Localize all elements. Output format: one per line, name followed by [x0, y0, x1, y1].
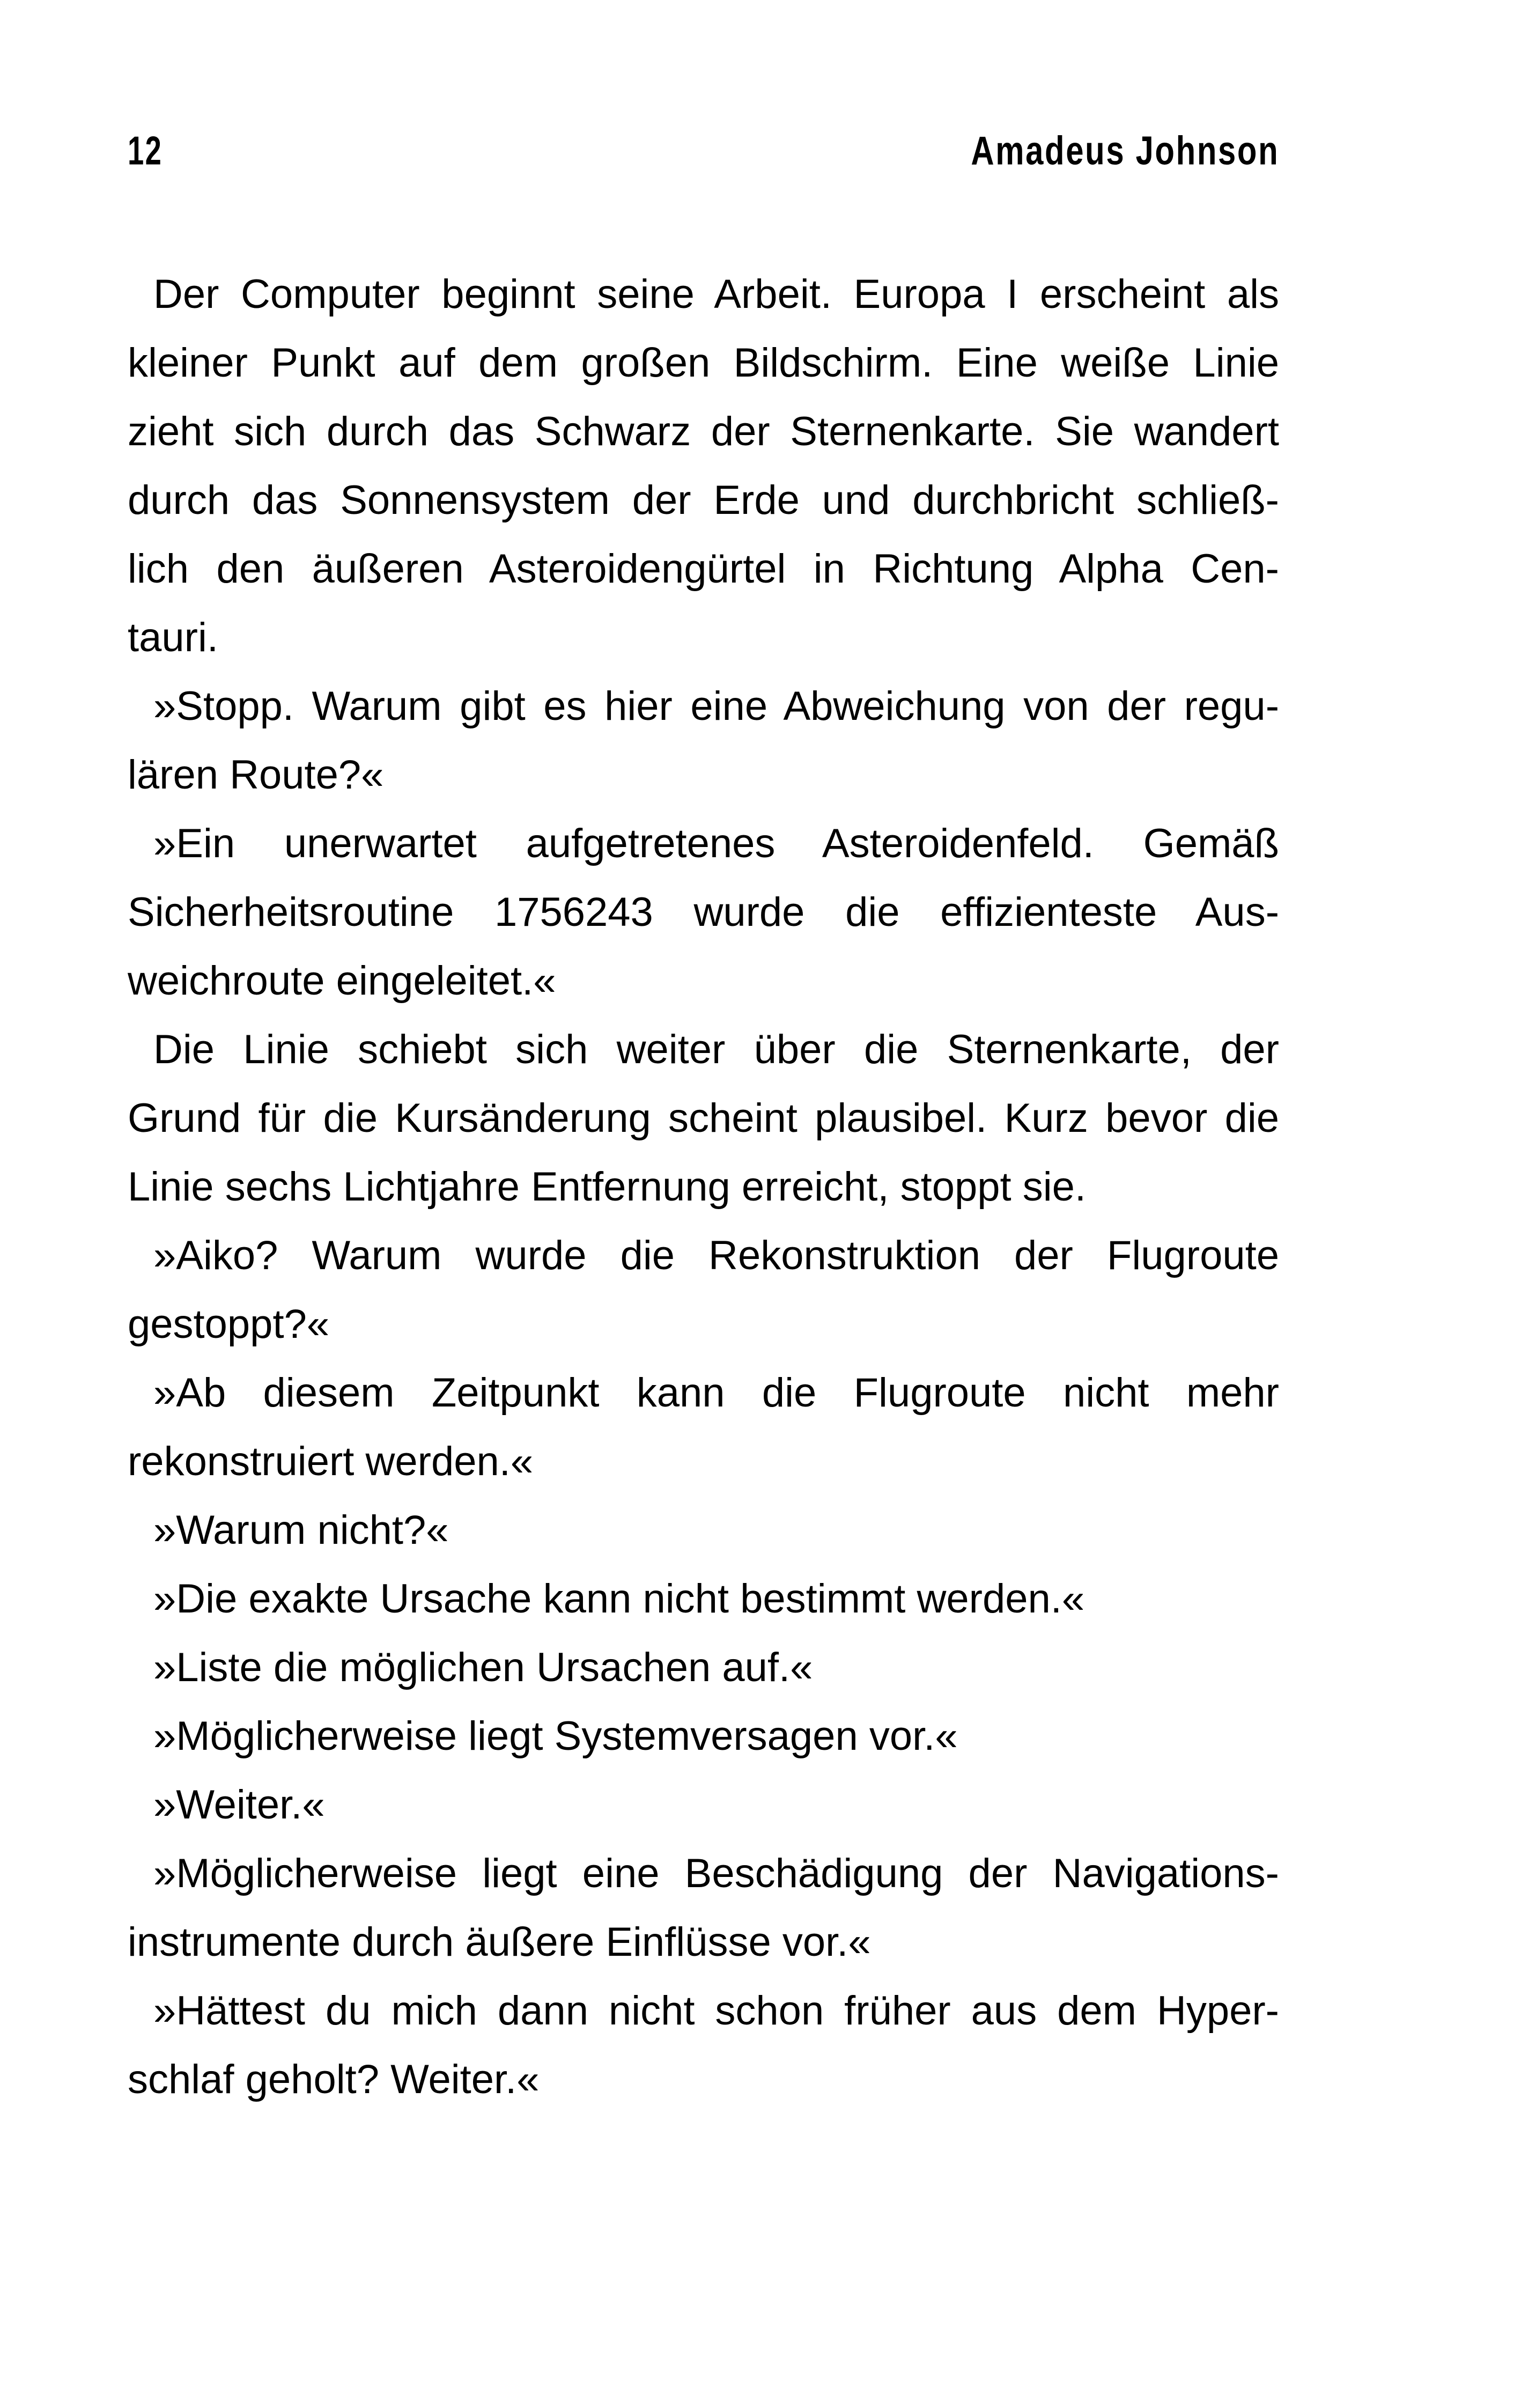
- text-line: »Möglicherweise liegt Systemversagen vor.«: [153, 1713, 958, 1759]
- text-line: gestoppt?«: [128, 1301, 330, 1347]
- text-line: zieht sich durch das Schwarz der Sternenkarte. Sie wandert: [128, 409, 1279, 454]
- text-line: »Ab diesem Zeitpunkt kann die Flugroute nicht mehr: [153, 1370, 1279, 1416]
- text-line: »Stopp. Warum gibt es hier eine Abweichung von der regu-: [153, 683, 1279, 729]
- text-line: tauri.: [128, 615, 218, 660]
- text-line: durch das Sonnensystem der Erde und durchbricht schließ-: [128, 477, 1279, 523]
- text-line: instrumente durch äußere Einflüsse vor.«: [128, 1919, 871, 1965]
- text-line: »Hättest du mich dann nicht schon früher aus dem Hyper-: [153, 1988, 1279, 2034]
- text-line: Grund für die Kursänderung scheint plausibel. Kurz bevor die: [128, 1095, 1279, 1141]
- text-line: »Die exakte Ursache kann nicht bestimmt werden.«: [153, 1576, 1085, 1622]
- text-line: »Aiko? Warum wurde die Rekonstruktion der Flugroute: [153, 1233, 1279, 1278]
- body-text: [128, 260, 1279, 2114]
- text-line: Die Linie schiebt sich weiter über die Sternenkarte, der: [153, 1027, 1279, 1072]
- page-number: 12: [128, 128, 163, 174]
- text-line: »Weiter.«: [153, 1782, 325, 1828]
- text-line: kleiner Punkt auf dem großen Bildschirm. Eine weiße Linie: [128, 340, 1279, 386]
- page-header: [128, 128, 1279, 174]
- text-line: »Liste die möglichen Ursachen auf.«: [153, 1645, 813, 1690]
- text-line: lich den äußeren Asteroidengürtel in Richtung Alpha Cen-: [128, 546, 1279, 592]
- text-line: »Ein unerwartet aufgetretenes Asteroidenfeld. Gemäß: [153, 821, 1279, 866]
- text-line: Linie sechs Lichtjahre Entfernung erreicht, stoppt sie.: [128, 1164, 1087, 1210]
- text-line: »Möglicherweise liegt eine Beschädigung der Navigations-: [153, 1851, 1279, 1896]
- text-line: Der Computer beginnt seine Arbeit. Europa I erscheint als: [153, 271, 1279, 317]
- text-line: Sicherheitsroutine 1756243 wurde die effizienteste Aus-: [128, 889, 1279, 935]
- text-line: weichroute eingeleitet.«: [128, 958, 556, 1004]
- text-line: rekonstruiert werden.«: [128, 1439, 534, 1484]
- text-line: »Warum nicht?«: [153, 1507, 449, 1553]
- text-line: lären Route?«: [128, 752, 384, 798]
- running-head-author: Amadeus Johnson: [971, 128, 1279, 174]
- text-line: schlaf geholt? Weiter.«: [128, 2057, 540, 2102]
